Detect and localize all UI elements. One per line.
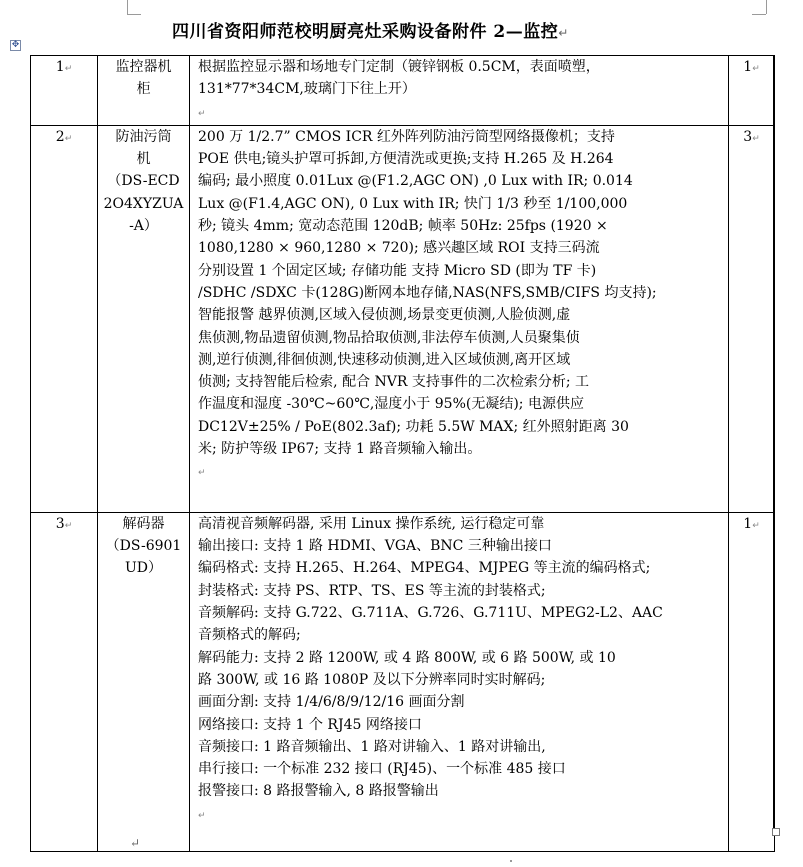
quantity-text: 1	[743, 515, 753, 532]
document-title	[172, 17, 569, 42]
spec-line: 131*77*34CM,玻璃门下往上开）	[198, 81, 416, 98]
spec-line: 秒; 镜头 4mm; 宽动态范围 120dB; 帧率 50Hz: 25fps (1920 ×	[198, 218, 608, 235]
device-name-line: UD）	[124, 560, 163, 577]
spec-line: 编码; 最小照度 0.01Lux @(F1.2,AGC ON) ,0 Lux with IR; 0.014	[198, 173, 633, 190]
spec-line: 作温度和湿度 -30℃~60℃,湿度小于 95%(无凝结); 电源供应	[198, 396, 584, 413]
spec-line: /SDHC /SDXC 卡(128G)断网本地存储,NAS(NFS,SMB/CIFS 均支持);	[198, 284, 657, 301]
row-index-text: 1	[55, 59, 65, 75]
paragraph-mark: ↵	[64, 520, 73, 531]
device-specification	[190, 125, 729, 512]
paragraph-mark: ↵	[198, 810, 206, 821]
paragraph-mark: ↵	[198, 108, 206, 119]
spec-line: 音频解码: 支持 G.722、G.711A、G.726、G.711U、MPEG2-L2、AAC	[198, 605, 663, 622]
row-index-text: 3	[55, 515, 65, 532]
row-index	[31, 512, 98, 851]
device-name-line: （DS-6901	[105, 538, 182, 555]
spec-line: 音频格式的解码;	[198, 627, 301, 644]
table-row	[31, 125, 775, 512]
document-title-text: 四川省资阳师范校明厨亮灶采购设备附件 2—监控	[172, 22, 559, 42]
ruler-dot	[510, 860, 512, 862]
device-name-line: 监控器机	[115, 59, 172, 75]
table-row	[31, 512, 775, 851]
spec-line: DC12V±25% / PoE(802.3af); 功耗 5.5W MAX; 红外照射距离 30	[198, 418, 629, 435]
trailing-paragraph-mark: ↵	[130, 836, 141, 850]
spec-line: 输出接口: 支持 1 路 HDMI、VGA、BNC 三种输出接口	[198, 538, 552, 555]
device-name-line: -A）	[129, 218, 158, 235]
device-name-line: 2O4XYZUA	[103, 195, 184, 212]
device-name-line: 柜	[136, 81, 151, 98]
row-end-marker	[773, 55, 775, 103]
spec-line: 分别设置 1 个固定区域; 存储功能 支持 Micro SD (即为 TF 卡)	[198, 262, 597, 279]
margin-corner-right-v	[766, 0, 767, 14]
spec-line: 200 万 1/2.7” CMOS ICR 红外阵列防油污筒型网络摄像机；支持	[198, 128, 615, 145]
paragraph-mark: ↵	[752, 520, 760, 531]
device-specification	[190, 56, 729, 126]
spec-line: 高清视音频解码器, 采用 Linux 操作系统, 运行稳定可靠	[198, 515, 545, 532]
device-name-line: （DS-ECD	[107, 173, 180, 190]
spec-line: 米; 防护等级 IP67; 支持 1 路音频输入输出。	[198, 441, 482, 458]
paragraph-mark: ↵	[64, 133, 73, 144]
paragraph-mark: ↵	[198, 468, 206, 479]
spec-line: POE 供电;镜头护罩可拆卸,方便清洗或更换;支持 H.265 及 H.264	[198, 151, 614, 168]
equipment-table	[30, 55, 775, 852]
spec-line: 封装格式: 支持 PS、RTP、TS、ES 等主流的封装格式;	[198, 582, 546, 599]
spec-line: 网络接口: 支持 1 个 RJ45 网络接口	[198, 716, 422, 733]
quantity	[729, 125, 775, 512]
table-resize-handle[interactable]	[772, 828, 780, 836]
spec-line: 解码能力: 支持 2 路 1200W, 或 4 路 800W, 或 6 路 500W, 或 10	[198, 649, 616, 666]
row-end-marker	[773, 490, 775, 829]
spec-line: 画面分割: 支持 1/4/6/8/9/12/16 画面分割	[198, 694, 465, 711]
spec-line: 测,逆行侦测,徘徊侦测,快速移动侦测,进入区域侦测,离开区域	[198, 351, 571, 368]
table-move-handle-icon[interactable]: ✥	[11, 40, 20, 50]
quantity	[729, 512, 775, 851]
paragraph-mark: ↵	[752, 64, 760, 74]
margin-corner-left-h	[127, 14, 141, 15]
margin-corner-left-v	[127, 0, 128, 14]
spec-line: 编码格式: 支持 H.265、H.264、MPEG4、MJPEG 等主流的编码格式;	[198, 560, 651, 577]
quantity-text: 3	[743, 128, 753, 145]
spec-line: 音频接口: 1 路音频输出、1 路对讲输入、1 路对讲输出,	[198, 738, 546, 755]
paragraph-mark: ↵	[752, 133, 760, 144]
spec-line: 串行接口: 一个标准 232 接口 (RJ45)、一个标准 485 接口	[198, 761, 566, 778]
device-name-line: 防油污筒	[115, 128, 172, 145]
spec-line: 侦测; 支持智能后检索, 配合 NVR 支持事件的二次检索分析; 工	[198, 374, 590, 391]
spec-line: 报警接口: 8 路报警输入, 8 路报警输出	[198, 783, 439, 800]
row-index	[31, 125, 98, 512]
row-index-text: 2	[55, 128, 65, 145]
device-name	[98, 512, 190, 851]
quantity	[729, 56, 775, 126]
spec-end-line	[198, 101, 725, 125]
spec-line: 1080,1280 × 960,1280 × 720); 感兴趣区域 ROI 支持三码流	[198, 240, 600, 257]
margin-corner-right-h	[752, 14, 766, 15]
device-name	[98, 56, 190, 126]
spec-line: Lux @(F1.4,AGC ON), 0 Lux with IR; 快门 1/3 秒至 1/100,000	[198, 195, 628, 212]
spec-line: 焦侦测,物品遗留侦测,物品拾取侦测,非法停车侦测,人员聚集侦	[198, 329, 580, 346]
device-specification	[190, 512, 729, 851]
table-row	[31, 56, 775, 126]
spec-end-line	[198, 460, 725, 484]
paragraph-mark: ↵	[64, 64, 73, 74]
spec-line: 根据监控显示器和场地专门定制（镀锌钢板 0.5CM，表面喷塑，	[198, 59, 600, 75]
row-end-marker	[773, 103, 775, 490]
row-index	[31, 56, 98, 126]
spec-line: 智能报警 越界侦测,区域入侵侦测,场景变更侦测,人脸侦测,虚	[198, 307, 571, 324]
paragraph-mark: ↵	[558, 26, 569, 40]
spec-line: 路 300W, 或 16 路 1080P 及以下分辨率同时实时解码;	[198, 671, 546, 688]
device-name-line: 机	[136, 151, 151, 168]
device-name	[98, 125, 190, 512]
device-name-line: 解码器	[122, 515, 165, 532]
quantity-text: 1	[743, 59, 753, 75]
spec-end-line	[198, 803, 725, 827]
